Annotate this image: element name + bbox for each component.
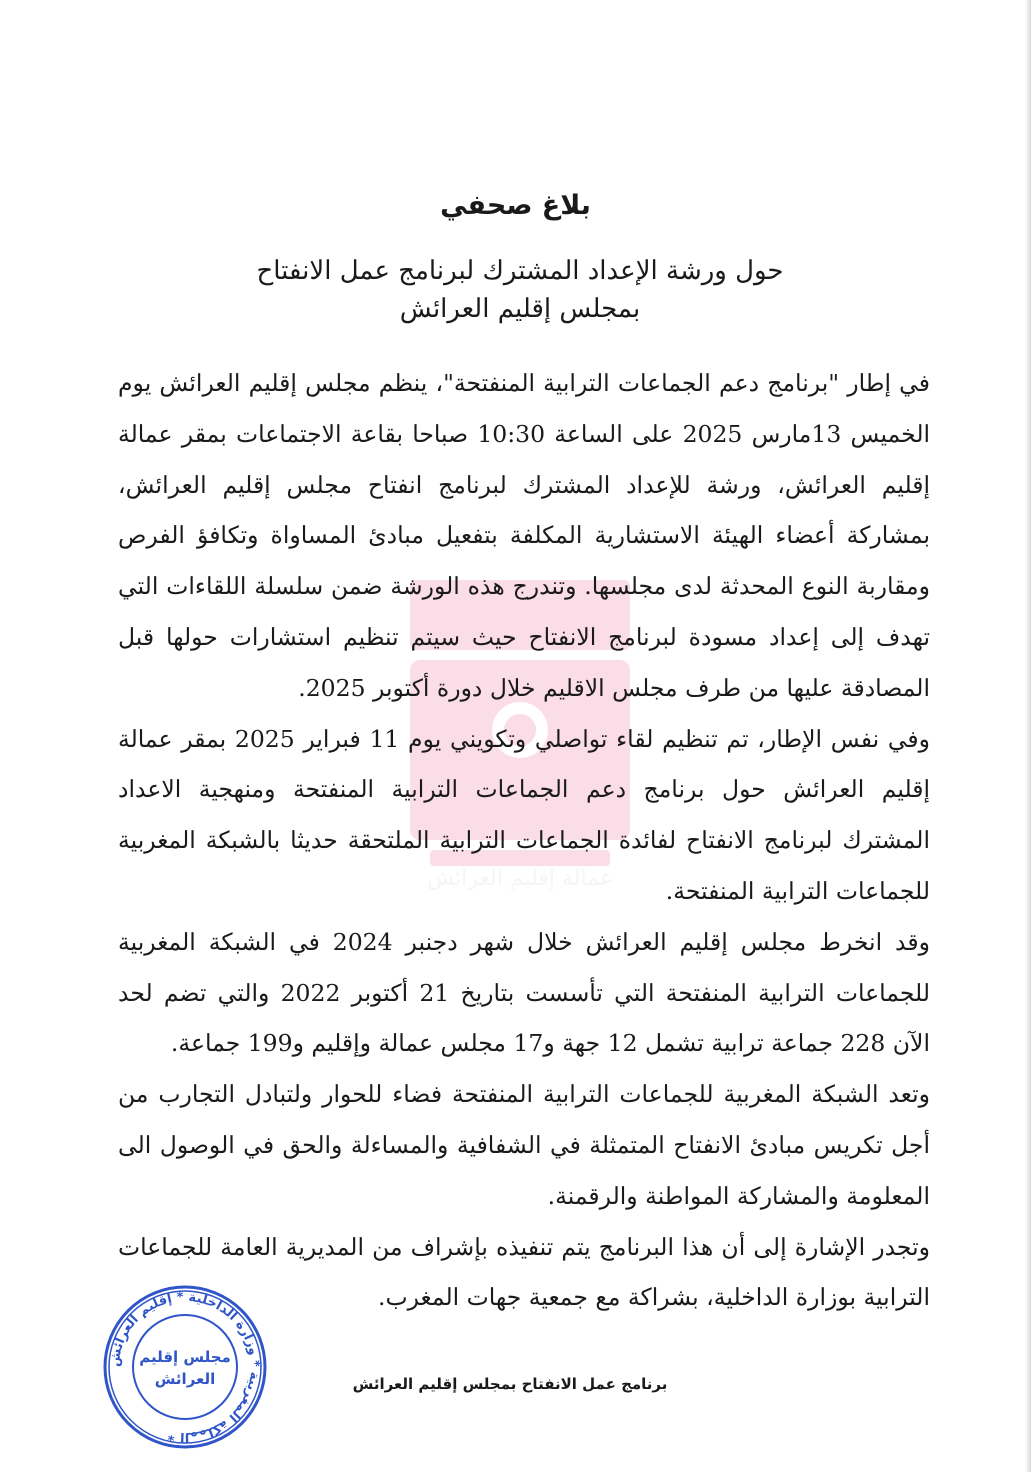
document-subtitle (200, 252, 840, 328)
paragraph-network-membership: وقد انخرط مجلس إقليم العرائش خلال شهر دجنبر 2024 في الشبكة المغربية للجماعات الترابية المنفتحة التي تأسست بتاريخ 21 أكتوبر 2022 والتي تضم لحد الآن 228 جماعة ترابية تشمل 12 جهة و17 مجلس عمالة وإقليم و199 جماعة. (118, 927, 930, 1058)
official-stamp (100, 1282, 270, 1452)
stamp-center-line-2: العرائش (154, 1370, 216, 1388)
document-body (118, 358, 930, 1323)
document-footer: برنامج عمل الانفتاح بمجلس إقليم العرائش (352, 1375, 668, 1393)
paragraph-training-meeting: وفي نفس الإطار، تم تنظيم لقاء تواصلي وتكويني يوم 11 فبراير 2025 بمقر عمالة إقليم العرائش حول برنامج دعم الجماعات الترابية المنفتحة ومنهجية الاعداد المشترك لبرنامج الانفتاح لفائدة الجماعات الترابية الملتحقة حديثا بالشبكة المغربية للجماعات الترابية المنفتحة. (118, 724, 930, 905)
stamp-ring-text: المملكة المغربية * وزارة الداخلية * إقليم العرائش * (107, 1289, 263, 1445)
paragraph-network-purpose: وتعد الشبكة المغربية للجماعات الترابية المنفتحة فضاء للحوار ولتبادل التجارب من أجل تكريس مبادئ الانفتاح المتمثلة في الشفافية والمساءلة والحق في الوصول الى المعلومة والمشاركة المواطنة والرقمنة. (118, 1080, 930, 1210)
stamp-center-line-1: مجلس إقليم (139, 1348, 231, 1366)
document-title: بلاغ صحفي (440, 190, 591, 221)
paragraph-supervision: وتجدر الإشارة إلى أن هذا البرنامج يتم تنفيذه بإشراف من المديرية العامة للجماعات الترابية بوزارة الداخلية، بشراكة مع جمعية جهات المغرب. (118, 1232, 930, 1312)
page-edge-shadow (1025, 0, 1031, 1472)
paragraph-workshop: في إطار "برنامج دعم الجماعات الترابية المنفتحة"، ينظم مجلس إقليم العرائش يوم الخميس 13مارس 2025 على الساعة 10:30 صباحا بقاعة الاجتماعات بمقر عمالة إقليم العرائش، ورشة للإعداد المشترك لبرنامج انفتاح مجلس إقليم العرائش، بمشاركة أعضاء الهيئة الاستشارية المكلفة بتفعيل مبادئ المساواة وتكافؤ الفرص ومقاربة النوع المحدثة لدى مجلسها. وتندرج هذه الورشة ضمن سلسلة اللقاءات التي تهدف إلى إعداد مسودة لبرنامج الانفتاح حيث سيتم تنظيم استشارات حولها قبل المصادقة عليها من طرف مجلس الاقليم خلال دورة أكتوبر 2025. (118, 369, 931, 702)
subtitle-line-2: بمجلس إقليم العرائش (399, 294, 641, 324)
watermark-text: عمالة إقليم العرائش (426, 866, 614, 890)
subtitle-line-1: حول ورشة الإعداد المشترك لبرنامج عمل الانفتاح (256, 256, 784, 286)
